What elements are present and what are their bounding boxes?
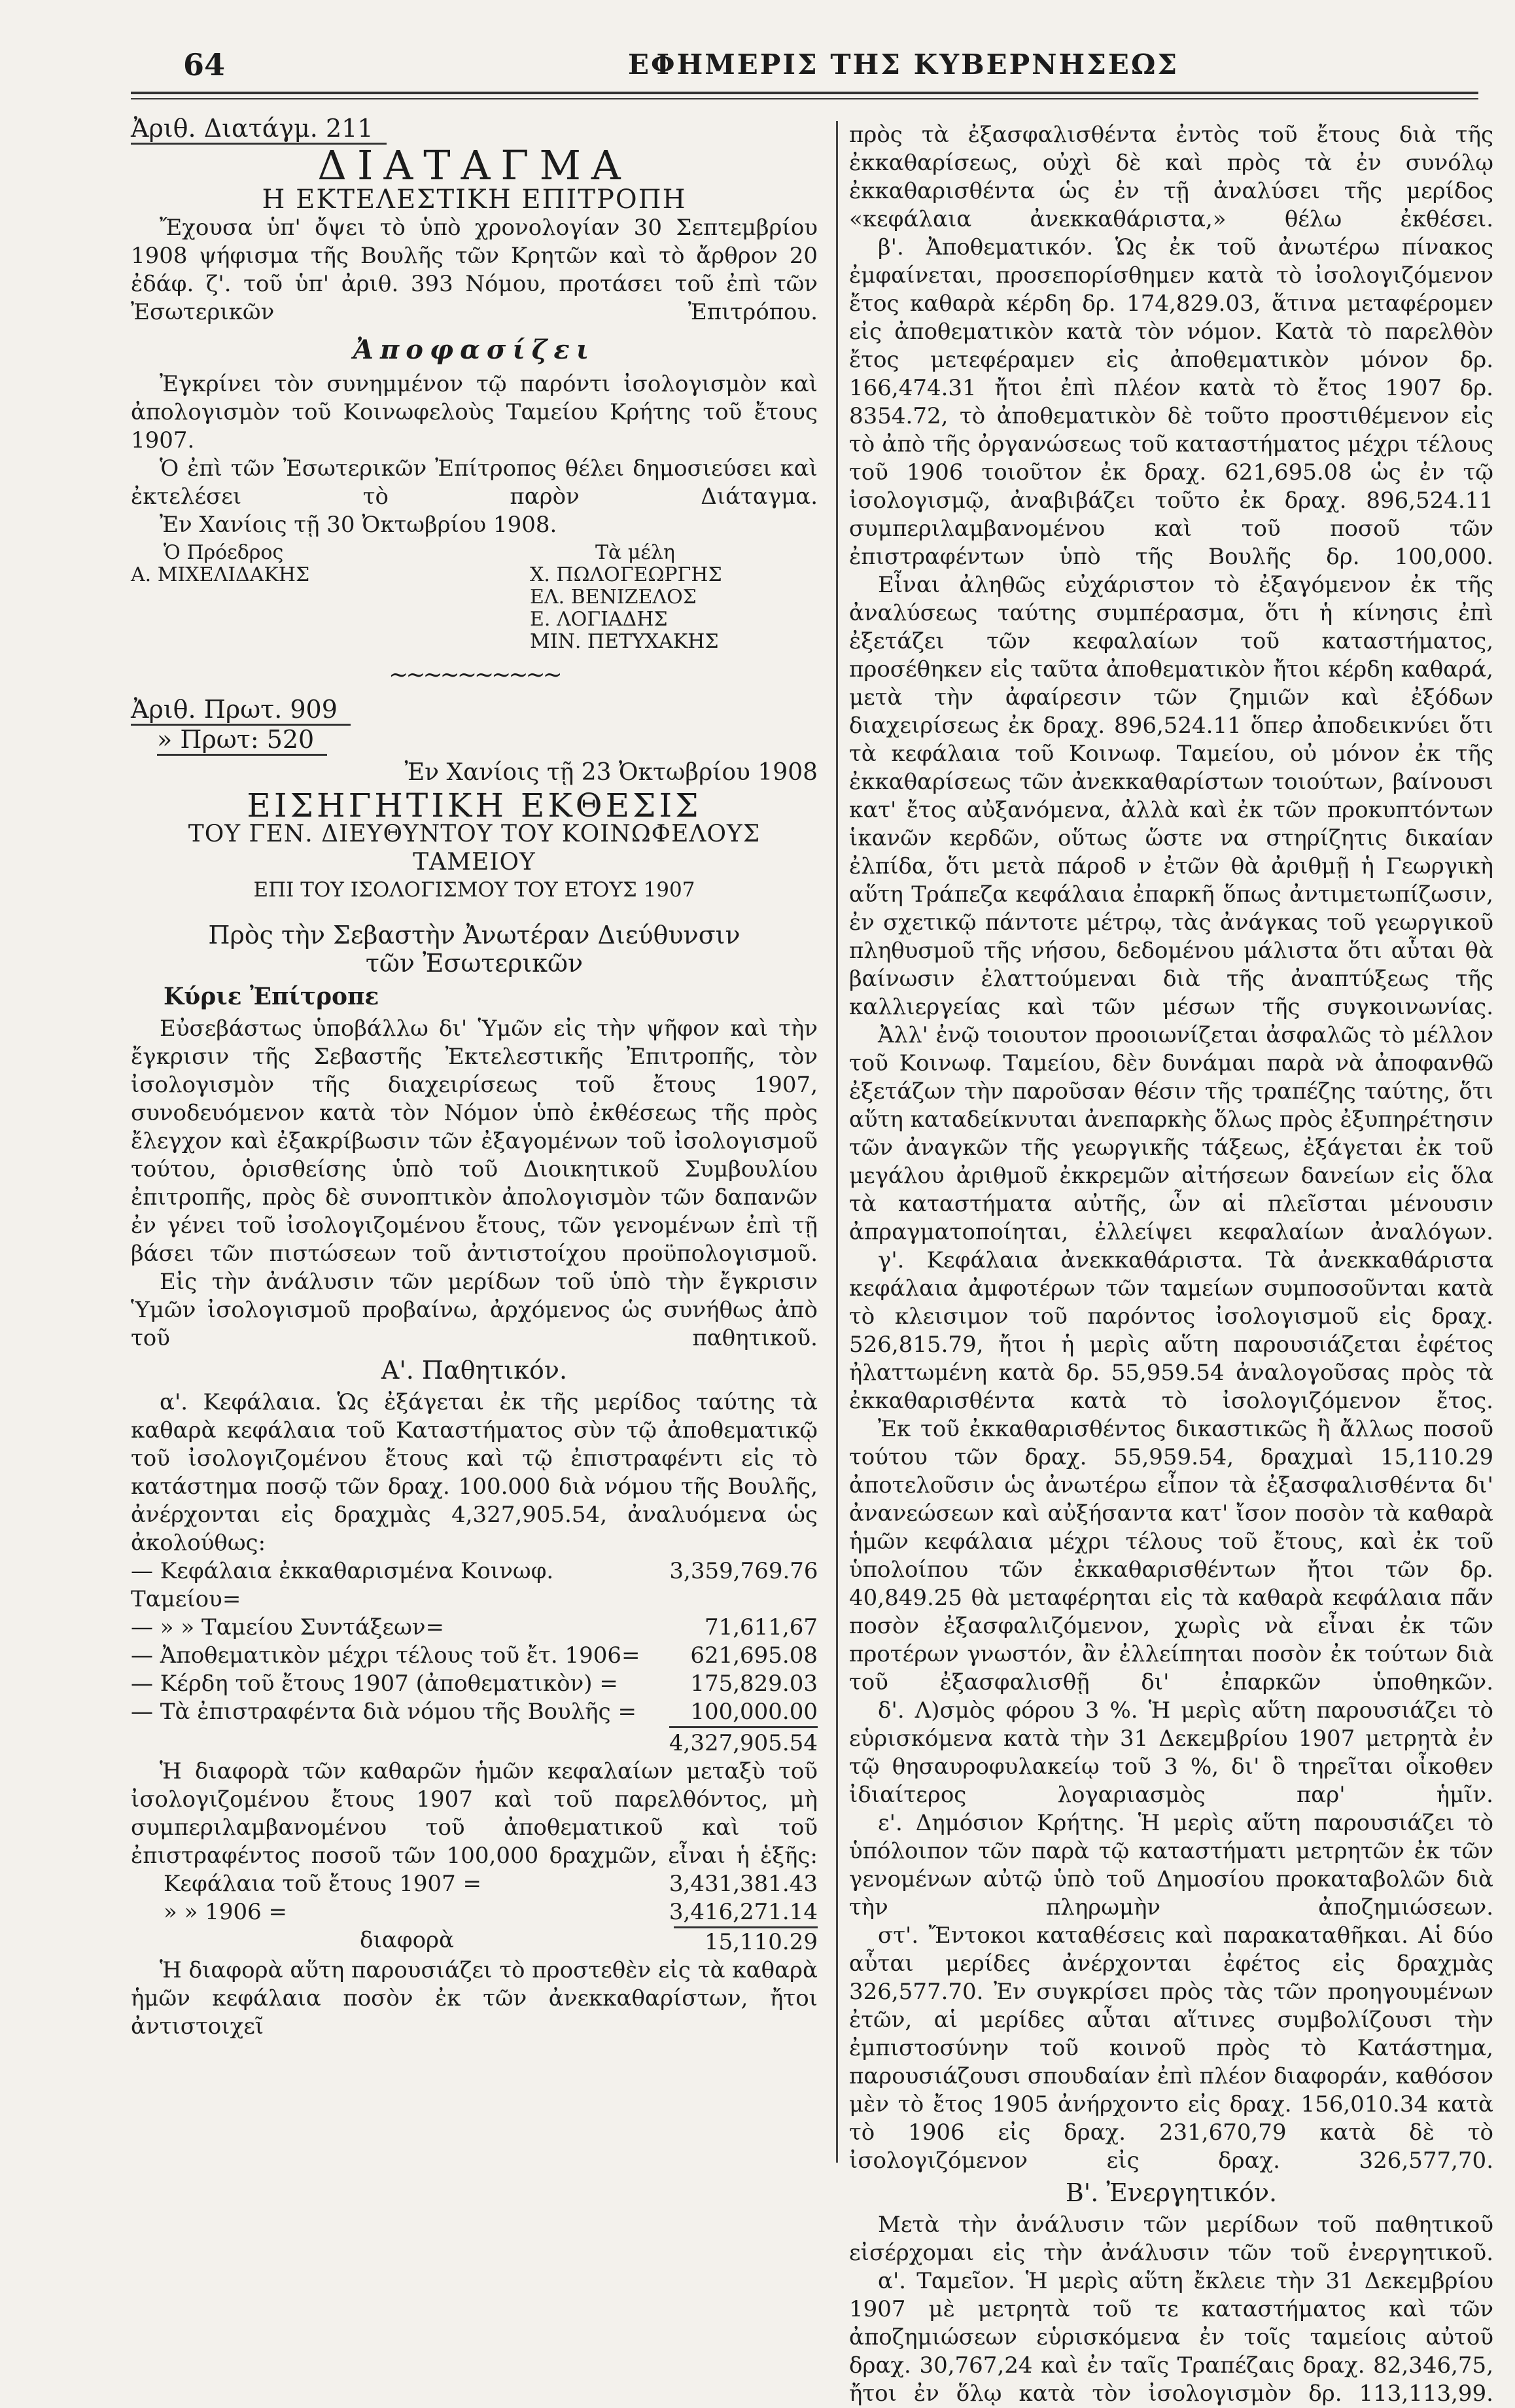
capital-item: — » » Ταμείου Συντάξεων= 71,611,67: [131, 1614, 818, 1640]
report-date: Ἐν Χανίοις τῇ 23 Ὀκτωβρίου 1908: [404, 759, 818, 786]
section-a-heading: Α'. Παθητικόν.: [381, 1356, 568, 1385]
salutation: Κύριε Ἐπίτροπε: [164, 983, 379, 1010]
section-b-heading: Β'. Ἐνεργητικόν.: [1065, 2178, 1278, 2207]
right-paragraph-7: δ'. Λ)σμὸς φόρου 3 %. Ἡ μερὶς αὕτη παρουσιάζει τὸ εὑρισκόμενα κατὰ τὴν 31 Δεκεμβρίου 1907 μετρητὰ ἐν τῷ θησαυροφυλακείῳ τοῦ 3 %, δι' ὃ τηρεῖται οἶκοθεν ἰδιαίτερος λογαριασμὸς παρ' ἡμῖν.: [849, 1697, 1493, 1808]
member: Χ. ΠΩΛΟΓΕΩΡΓΗΣ: [530, 563, 722, 586]
header-rule-thin: [131, 98, 1478, 99]
separator: ~~~~~~~~~~: [389, 662, 560, 688]
right-paragraph-6: Ἐκ τοῦ ἐκκαθαρισθέντος δικαστικῶς ἢ ἄλλως ποσοῦ τούτου τῶν δραχ. 55,959.54, δραχμαὶ 15,110.29 ἀποτελοῦσιν ὡς ἀνωτέρω εἶπον τὰ ἐξασφαλισθέντα δι' ἀνανεώσεων καὶ αὐξήσαντα κατ' ἴσον ποσὸν τὰ καθαρὰ ἡμῶν κεφάλαια μέχρι τέλους τοῦ ἔτους, καὶ ἐκ τοῦ ὑπολοίπου τῶν ἐκκαθαρισθέντων ἤτοι τῶν δρ. 40,849.25 θὰ μεταφέρηται εἰς τὰ καθαρὰ κεφάλαια πᾶν ποσὸν ἐξασφαλιζόμενον, χωρὶς νὰ εἶναι ἐκ τῶν προτέρων γνωστόν, ἂν ἐλλείπηται ποσὸν ἐκ τούτων διὰ τοῦ ἐξασφαλισθῇ δι' ἐπαρκῶν ὑποθηκῶν.: [849, 1416, 1493, 1695]
addressee-line-2: τῶν Ἐσωτερικῶν: [365, 949, 583, 978]
report-ref-1: Ἀριθ. Πρωτ. 909: [131, 696, 351, 726]
decree-approval: Ἐγκρίνει τὸν συνημμένον τῷ παρόντι ἰσολογισμὸν καὶ ἀπολογισμὸν τοῦ Κοινωφελοὺς Ταμείου Κρήτης τοῦ ἔτους 1907.: [131, 371, 818, 453]
comparison-row: » » 1906 = 3,416,271.14: [164, 1899, 818, 1925]
header-rule: [131, 92, 1478, 94]
decree-issuer: Η ΕΚΤΕΛΕΣΤΙΚΗ ΕΠΙΤΡΟΠΗ: [262, 185, 687, 215]
capital-item: — Κεφάλαια ἐκκαθαρισμένα Κοινωφ. Ταμείου= 3,359,769.76: [131, 1558, 818, 1612]
left-column: [131, 115, 818, 2041]
member: ΜΙΝ. ΠΕΤΥΧΑΚΗΣ: [530, 630, 719, 653]
right-paragraph-9: στ'. Ἔντοκοι καταθέσεις καὶ παρακαταθῆκαι. Αἱ δύο αὗται μερίδες ἀνέρχονται ἐφέτος εἰς δραχμὰς 326,577.70. Ἐν συγκρίσει πρὸς τὰς τῶν προηγουμένων ἐτῶν, αἱ μερίδες αὗται αἵτινες συμβολίζουσι τὴν ἐμπιστοσύνην τοῦ κοινοῦ πρὸς τὸ Κατάστημα, παρουσιάζουσι σπουδαίαν ἐπὶ πλέον διαφοράν, καθόσον μὲν τὸ ἔτος 1905 ἀνήρχοντο εἰς δραχ. 156,010.34 κατὰ τὸ 1906 εἰς δραχ. 231,670,79 κατὰ δὲ τὸ ἰσολογιζόμενον εἰς δραχ. 326,577,70.: [849, 1922, 1493, 2174]
right-paragraph-11: α'. Ταμεῖον. Ἡ μερὶς αὕτη ἔκλειε τὴν 31 Δεκεμβρίου 1907 μὲ μετρητὰ τοῦ τε καταστήματος καὶ τῶν ἀποζημιώσεων εὑρισκόμενα ἐν τοῖς ταμείοις αὐτοῦ δραχ. 30,767,24 καὶ ἐν ταῖς Τραπέζαις δραχ. 82,346,75, ἤτοι ἐν ὅλῳ κατὰ τὸν ἰσολογισμὸν δρ. 113,113,99.: [849, 2268, 1493, 2407]
right-paragraph-3: Εἶναι ἀληθῶς εὐχάριστον τὸ ἐξαγόμενον ἐκ τῆς ἀναλύσεως ταύτης συμπέρασμα, ὅτι ἡ κίνησις ἐπὶ ἐξετάζει τῶν κεφαλαίων τοῦ καταστήματος, προσέθηκεν εἰς ταῦτα ἀποθεματικὸν ἤτοι κέρδη καθαρά, μετὰ τὴν ἀφαίρεσιν τῶν ζημιῶν καὶ ἐξόδων διαχειρίσεως ἐκ δραχ. 896,524.11 ὅπερ ἀποδεικνύει ὅτι τὰ κεφάλαια τοῦ Κοινωφ. Ταμείου, οὐ μόνον ἐκ τῆς ἐκκαθαρίσεως τῶν ἀνεκκαθαρίστων τοιούτων, βαίνουσι κατ' ἔτος αὐξανόμενα, ἀλλὰ καὶ ἐκ τῶν προκυπτόντων ἱκανῶν κερδῶν, οὕτως ὥστε να στηρίζητις δικαίαν ἐλπίδα, ὅτι μετὰ πάροδ ν ἐτῶν θὰ ἀριθμῇ ἡ Γεωργικὴ αὕτη Τράπεζα κεφάλαια ἐπαρκῆ ὅπως ἀντιμετωπίζωσιν, ἐν σχετικῷ πάντοτε μέτρῳ, τὰς ἀνάγκας τοῦ γεωργικοῦ πληθυσμοῦ τῆς νήσου, δεδομένου μάλιστα ὅτι αὗται θὰ βαίνωσιν ἐλαττούμεναι διὰ τῆς ἀναπτύξεως τῆς καλλιεργείας καὶ τῶν μέσων τῆς συγκοινωνίας.: [849, 572, 1493, 1020]
right-paragraph-2: β'. Ἀποθεματικόν. Ὡς ἐκ τοῦ ἀνωτέρω πίνακος ἐμφαίνεται, προσεπορίσθημεν κατὰ τὸ ἰσολογιζόμενον ἔτος καθαρὰ κέρδη δρ. 174,829.03, ἅτινα μεταφέρομεν εἰς ἀποθεματικὸν κατὰ τὸν νόμον. Κατὰ τὸ παρελθὸν ἔτος μετεφέραμεν εἰς ἀποθεματικὸν μόνον δρ. 166,474.31 ἤτοι ἐπὶ πλέον κατὰ τὸ ἔτος 1907 δρ. 8354.72, τὸ ἀποθεματικὸν δὲ τοῦτο προστιθέμενον εἰς τὸ ἀπὸ τῆς ὀργανώσεως τοῦ καταστήματος μέχρι τέλους τοῦ 1906 τοιοῦτον ἐκ δραχ. 621,695.08 ὡς ἐν τῷ ἰσολογισμῷ, ἀναβιβάζει τοῦτο ἐκ δραχ. 896,524.11 συμπεριλαμβανομένου καὶ τοῦ ποσοῦ τῶν ἐπιστραφέντων ὑπὸ τῆς Βουλῆς δρ. 100,000.: [849, 234, 1493, 570]
president-label: Ὁ Πρόεδρος: [164, 541, 284, 564]
decree-preamble: Ἔχουσα ὑπ' ὄψει τὸ ὑπὸ χρονολογίαν 30 Σεπτεμβρίου 1908 ψήφισμα τῆς Βουλῆς τῶν Κρητῶν καὶ τὸ ἄρθρον 20 ἐδάφ. ζ'. τοῦ ὑπ' ἀριθ. 393 Νόμου, προτάσει τοῦ ἐπὶ τῶν Ἐσωτερικῶν Ἐπιτρόπου.: [131, 215, 818, 325]
report-ref-2: » Πρωτ: 520: [157, 726, 327, 756]
report-title: ΕΙΣΗΓΗΤΙΚΗ ΕΚΘΕΣΙΣ: [247, 787, 702, 824]
members-block: [530, 542, 722, 653]
report-subtitle-2: ΕΠΙ ΤΟΥ ΙΣΟΛΟΓΙΣΜΟΥ ΤΟΥ ΕΤΟΥΣ 1907: [253, 878, 695, 902]
difference-row: διαφορὰ 15,110.29: [360, 1927, 818, 1955]
report-paragraph-3: α'. Κεφάλαια. Ὡς ἐξάγεται ἐκ τῆς μερίδος ταύτης τὰ καθαρὰ κεφάλαια τοῦ Καταστήματος σὺν τῷ ἀποθεματικῷ τοῦ ἰσολογιζομένου ἔτους καὶ τῷ ἐπιστραφέντι εἰς τὸ κατάστημα ποσῷ τῶν δραχ. 100.000 διὰ νόμου τῆς Βουλῆς, ἀνέρχονται εἰς δραχμὰς 4,327,905.54, ἀναλυόμενα ὡς ἀκολούθως:: [131, 1389, 818, 1556]
decree-execution: Ὁ ἐπὶ τῶν Ἐσωτερικῶν Ἐπίτροπος θέλει δημοσιεύσει καὶ ἐκτελέσει τὸ παρὸν Διάταγμα.: [131, 455, 818, 510]
column-divider: [836, 121, 838, 2163]
decree-place-date: Ἐν Χανίοις τῇ 30 Ὀκτωβρίου 1908.: [160, 512, 557, 538]
president-name: Α. ΜΙΧΕΛΙΔΑΚΗΣ: [131, 563, 310, 586]
report-paragraph-2: Εἰς τὴν ἀνάλυσιν τῶν μερίδων τοῦ ὑπὸ τὴν ἔγκρισιν Ὑμῶν ἰσολογισμοῦ προβαίνω, ἀρχόμενος ὡς συνήθως ἀπὸ τοῦ παθητικοῦ.: [131, 1269, 818, 1351]
member: ΕΛ. ΒΕΝΙΖΕΛΟΣ: [530, 586, 697, 609]
journal-title: ΕΦΗΜΕΡΙΣ ΤΗΣ ΚΥΒΕΡΝΗΣΕΩΣ: [628, 48, 1179, 80]
right-paragraph-8: ε'. Δημόσιον Κρήτης. Ἡ μερὶς αὕτη παρουσιάζει τὸ ὑπόλοιπον τῶν παρὰ τῷ καταστήματι μετρητῶν ἐκ τῶν γενομένων αὐτῷ ὑπὸ τοῦ Δημοσίου προκαταβολῶν διὰ τὴν πληρωμὴν ἀποζημιώσεων.: [849, 1810, 1493, 1921]
comparison-row: Κεφάλαια τοῦ ἔτους 1907 = 3,431,381.43: [164, 1871, 818, 1897]
capital-total: 4,327,905.54: [131, 1726, 818, 1758]
right-paragraph-10: Μετὰ τὴν ἀνάλυσιν τῶν μερίδων τοῦ παθητικοῦ εἰσέρχομαι εἰς τὴν ἀνάλυσιν τῶν τοῦ ἐνεργητικοῦ.: [849, 2212, 1493, 2266]
president-block: [131, 542, 309, 586]
addressee-line-1: Πρὸς τὴν Σεβαστὴν Ἀνωτέραν Διεύθυνσιν: [208, 921, 740, 949]
page-header: [144, 41, 1465, 93]
report-paragraph-1: Εὐσεβάστως ὑποβάλλω δι' Ὑμῶν εἰς τὴν ψῆφον καὶ τὴν ἔγκρισιν τῆς Σεβαστῆς Ἐκτελεστικῆς Ἐπιτροπῆς, τὸν ἰσολογισμὸν τῆς διαχειρίσεως τοῦ ἔτους 1907, συνοδευόμενον κατὰ τὸν Νόμον ὑπὸ ἐκθέσεως τῆς πρὸς ἔλεγχον καὶ ἐξακρίβωσιν τῶν ἐξαγομένων τοῦ ἰσολογισμοῦ τούτου, ὁρισθείσης ὑπὸ τοῦ Διοικητικοῦ Συμβουλίου ἐπιτροπῆς, πρὸς δὲ συνοπτικὸν ἀπολογισμὸν τῶν δαπανῶν ἐν γένει τοῦ ἰσολογιζομένου ἔτους, τῶν γενομένων ἐπὶ τῇ βάσει τῶν πιστώσεων τοῦ ἀντιστοίχου προϋπολογισμοῦ.: [131, 1016, 818, 1267]
signatures: [131, 542, 818, 654]
page-number: 64: [183, 47, 226, 82]
report-subtitle: ΤΟΥ ΓΕΝ. ΔΙΕΥΘΥΝΤΟΥ ΤΟΥ ΚΟΙΝΩΦΕΛΟΥΣ ΤΑΜΕΙΟΥ: [188, 821, 761, 876]
decree-title: ΔΙΑΤΑΓΜΑ: [317, 141, 631, 189]
capital-item: — Τὰ ἐπιστραφέντα διὰ νόμου τῆς Βουλῆς = 100,000.00: [131, 1699, 818, 1725]
capital-item: — Ἀποθεματικὸν μέχρι τέλους τοῦ ἔτ. 1906= 621,695.08: [131, 1642, 818, 1669]
right-paragraph-4: Ἀλλ' ἐνῷ τοιουτον προοιωνίζεται ἀσφαλῶς τὸ μέλλον τοῦ Κοινωφ. Ταμείου, δὲν δυνάμαι παρὰ νὰ ἀποφανθῶ ἐξετάζων τὴν παροῦσαν θέσιν τῆς τραπέζης ταύτης, ὅτι αὕτη καταδείκνυται ἀνεπαρκὴς ὅλως πρὸς ἐξυπηρέτησιν τῶν ἀναγκῶν τῆς γεωργικῆς τάξεως, ἐξάγεται ἐκ τοῦ μεγάλου ἀριθμοῦ ἐκκρεμῶν αἰτήσεων δανείων εἰς ὅλα τὰ καταστήματα αὐτῆς, ὧν αἱ πλεῖσται μένουσιν ἀπραγματοποίηται, ἐλλείψει κεφαλαίων ἀναλόγων.: [849, 1022, 1493, 1245]
decree-decides: Ἀποφασίζει: [353, 334, 596, 365]
report-paragraph-4: Ἡ διαφορὰ τῶν καθαρῶν ἡμῶν κεφαλαίων μεταξὺ τοῦ ἰσολογιζομένου ἔτους 1907 καὶ τοῦ παρελθόντος, μὴ συμπεριλαμβανομένου τοῦ ἀποθεματικοῦ καὶ τοῦ ἐπιστραφέντος ποσοῦ τῶν 100,000 δραχμῶν, εἶναι ἡ ἑξῆς:: [131, 1758, 818, 1869]
right-paragraph-5: γ'. Κεφάλαια ἀνεκκαθάριστα. Τὰ ἀνεκκαθάριστα κεφάλαια ἀμφοτέρων τῶν ταμείων συμποσοῦνται κατὰ τὸ κλεισιμον τοῦ παρόντος ἰσολογισμοῦ εἰς δραχ. 526,815.79, ἤτοι ἡ μερὶς αὕτη παρουσιάζεται ἐφέτος ἠλαττωμένη κατὰ δρ. 55,959.54 ἀναλογοῦσας πρὸς τὰ ἐκκαθαρισθέντα κατὰ τὸ ἰσολογιζόμενον ἔτος.: [849, 1247, 1493, 1414]
member: Ε. ΛΟΓΙΑΔΗΣ: [530, 608, 668, 631]
right-column: [849, 121, 1493, 2408]
right-paragraph-1: πρὸς τὰ ἐξασφαλισθέντα ἐντὸς τοῦ ἔτους διὰ τῆς ἐκκαθαρίσεως, οὐχὶ δὲ καὶ πρὸς τὰ ἐν συνόλῳ ἐκκαθαρισθέντα ὡς ἐν τῇ ἀναλύσει τῆς μερίδος «κεφάλαια ἀνεκκαθάριστα,» θέλω ἐκθέσει.: [849, 122, 1493, 232]
capital-item: — Κέρδη τοῦ ἔτους 1907 (ἀποθεματικὸν) = 175,829.03: [131, 1671, 818, 1697]
members-label: Τὰ μέλη: [595, 541, 675, 564]
decree-ref: Ἀριθ. Διατάγμ. 211: [131, 115, 387, 145]
report-paragraph-5: Ἡ διαφορὰ αὕτη παρουσιάζει τὸ προστεθὲν εἰς τὰ καθαρὰ ἡμῶν κεφάλαια ποσὸν ἐκ τῶν ἀνεκκαθαρίστων, ἤτοι ἀντιστοιχεῖ: [131, 1957, 818, 2040]
